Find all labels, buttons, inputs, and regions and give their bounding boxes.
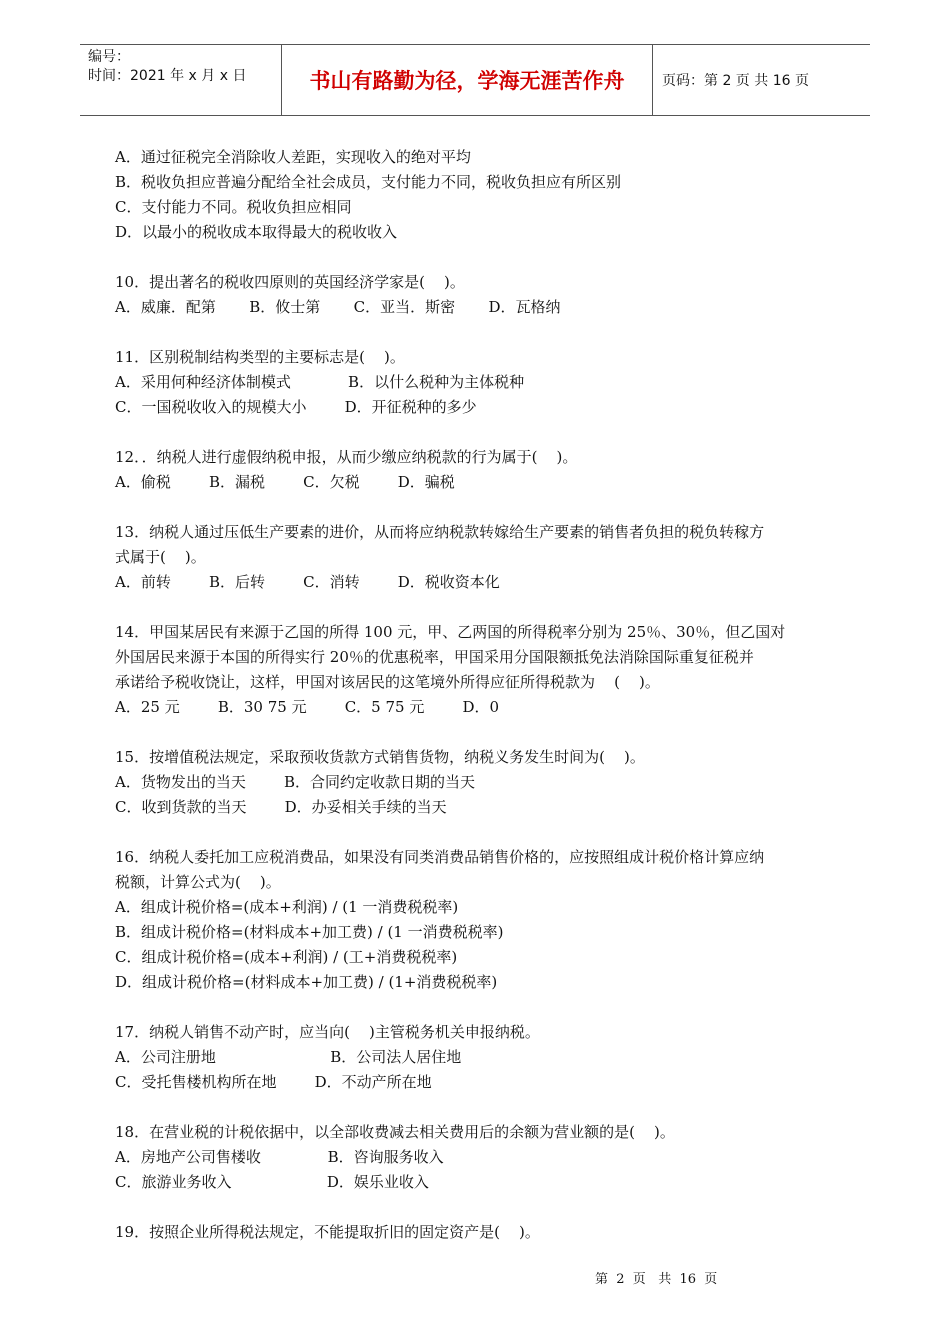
question-text: 18．在营业税的计税依据中，以全部收费减去相关费用后的余额为营业额的是( )。 (115, 1123, 675, 1141)
header-page-info: 页码：第 2 页 共 16 页 (662, 73, 809, 89)
question-text: 承诺给予税收饶让，这样，甲国对该居民的这笔境外所得应征所得税款为 ( )。 (115, 673, 660, 691)
option-line: C．收到货款的当天 D．办妥相关手续的当天 (115, 798, 447, 816)
option-line: B．税收负担应普遍分配给全社会成员，支付能力不同，税收负担应有所区别 (115, 173, 622, 191)
question-11 (115, 345, 850, 420)
option-line: C．组成计税价格=(成本+利润) / (工+消费税税率) (115, 948, 458, 966)
question-text: 14．甲国某居民有来源于乙国的所得 100 元，甲、乙两国的所得税率分别为 25％、30％，但乙国对 (115, 623, 786, 641)
question-text: 15．按增值税法规定，采取预收货款方式销售货物，纳税义务发生时间为( )。 (115, 748, 645, 766)
question-12 (115, 445, 850, 495)
option-line: C．受托售楼机构所在地 D．不动产所在地 (115, 1073, 432, 1091)
question-10 (115, 270, 850, 320)
document-header (80, 44, 870, 116)
question-9-options (115, 145, 850, 245)
question-text: 11．区别税制结构类型的主要标志是( )。 (115, 348, 405, 366)
question-18 (115, 1120, 850, 1195)
option-line: A．采用何种经济体制模式 B．以什么税种为主体税种 (115, 373, 525, 391)
question-17 (115, 1020, 850, 1095)
question-19 (115, 1220, 850, 1245)
header-meta (80, 45, 280, 115)
question-text: 10．提出著名的税收四原则的英国经济学家是( )。 (115, 273, 465, 291)
option-line: A．偷税 B．漏税 C．欠税 D．骗税 (115, 473, 455, 491)
option-line: A．房地产公司售楼收 B．咨询服务收入 (115, 1148, 444, 1166)
question-16 (115, 845, 850, 995)
question-14 (115, 620, 850, 720)
number-label: 编号： (88, 49, 130, 65)
question-text: 税额，计算公式为( )。 (115, 873, 281, 891)
option-line: A．威廉．配第 B．攸士第 C．亚当．斯密 D．瓦格纳 (115, 298, 561, 316)
option-line: D．以最小的税收成本取得最大的税收收入 (115, 223, 398, 241)
question-text: 17．纳税人销售不动产时，应当向( )主管税务机关申报纳税。 (115, 1023, 540, 1041)
option-line: A．通过征税完全消除收人差距，实现收入的绝对平均 (115, 148, 471, 166)
option-line: C．旅游业务收入 D．娱乐业收入 (115, 1173, 429, 1191)
question-13 (115, 520, 850, 595)
option-line: A．前转 B．后转 C．消转 D．税收资本化 (115, 573, 500, 591)
option-line: A．组成计税价格=(成本+利润) / (1 一消费税税率) (115, 898, 459, 916)
option-line: C．一国税收收入的规模大小 D．开征税种的多少 (115, 398, 477, 416)
option-line: B．组成计税价格=(材料成本+加工费) / (1 一消费税税率) (115, 923, 504, 941)
exam-content (115, 145, 850, 1245)
question-text: 式属于( )。 (115, 548, 206, 566)
question-text: 外国居民来源于本国的所得实行 20％的优惠税率，甲国采用分国限额抵免法消除国际重复征税并 (115, 648, 754, 666)
option-line: A．货物发出的当天 B．合同约定收款日期的当天 (115, 773, 476, 791)
option-line: C．支付能力不同。税收负担应相同 (115, 198, 352, 216)
page-footer: 第 2 页 共 16 页 (595, 1272, 718, 1287)
question-text: 13．纳税人通过压低生产要素的进价，从而将应纳税款转嫁给生产要素的销售者负担的税负转稼方 (115, 523, 765, 541)
header-motto: 书山有路勤为径，学海无涯苦作舟 (281, 45, 653, 115)
question-text: 16．纳税人委托加工应税消费品，如果没有同类消费品销售价格的，应按照组成计税价格计算应纳 (115, 848, 765, 866)
option-line: A．25 元 B．30 75 元 C．5 75 元 D．0 (115, 698, 500, 716)
question-text: 19．按照企业所得税法规定，不能提取折旧的固定资产是( )。 (115, 1223, 540, 1241)
question-15 (115, 745, 850, 820)
option-line: A．公司注册地 B．公司法人居住地 (115, 1048, 462, 1066)
time-label: 时间：2021 年 x 月 x 日 (88, 68, 247, 84)
question-text: 12．．纳税人进行虚假纳税申报，从而少缴应纳税款的行为属于( )。 (115, 448, 578, 466)
option-line: D．组成计税价格=(材料成本+加工费) / (1+消费税税率) (115, 973, 498, 991)
